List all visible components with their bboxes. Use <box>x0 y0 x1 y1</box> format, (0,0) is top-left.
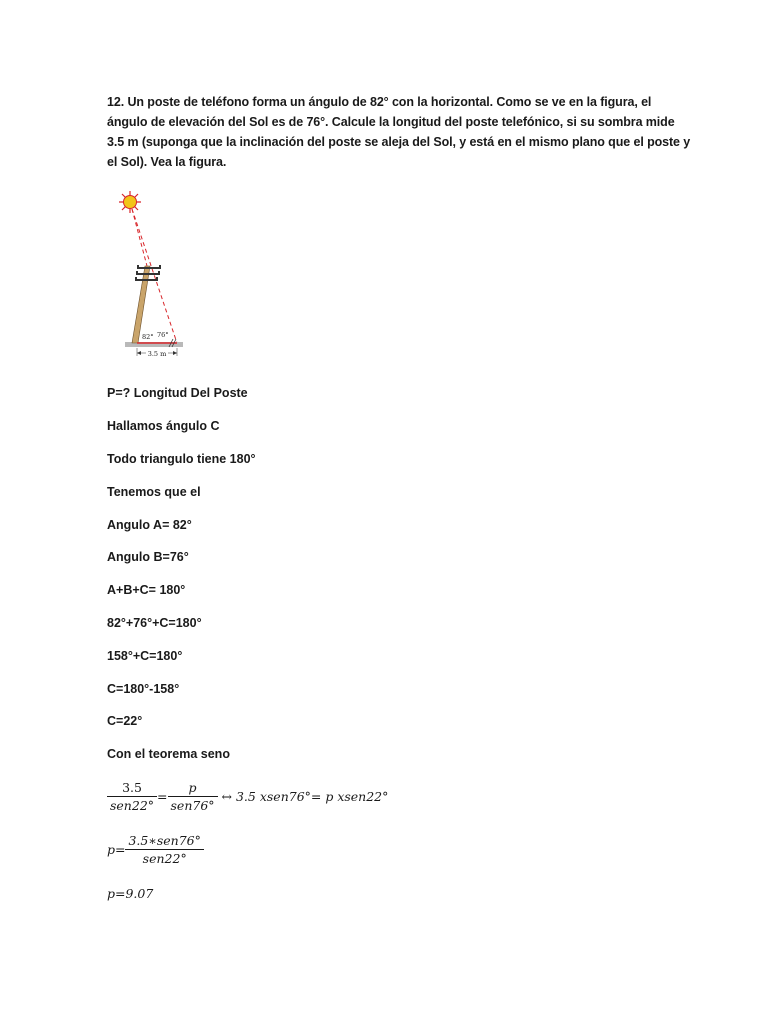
fraction: $\frac{\text{3.5∗sen76°}}{\text{sen22°}}$ <box>125 832 203 867</box>
step-line: 158°+C=180° <box>107 649 183 663</box>
step-line: Angulo B=76° <box>107 550 189 564</box>
step-line: 82°+76°+C=180° <box>107 616 202 630</box>
problem-line: 12. Un poste de teléfono forma un ángulo de 82° con la horizontal. Como se ve en la figura, el <box>107 95 652 109</box>
step-line: Angulo A= 82° <box>107 518 192 532</box>
angle-82-label: 82° <box>142 333 154 341</box>
pole-figure <box>115 188 195 366</box>
fraction: $\frac{p}{\text{sen76°}}$ <box>168 779 218 814</box>
problem-line: el Sol). Vea la figura. <box>107 155 227 169</box>
step-line: C=22° <box>107 714 143 728</box>
problem-statement <box>107 92 691 172</box>
angle-76-label: 76° <box>157 331 169 339</box>
step-line: A+B+C= 180° <box>107 583 186 597</box>
fraction: $\frac{3.5}{\text{sen22°}}$ <box>107 779 157 814</box>
telephone-pole <box>132 266 150 343</box>
problem-line: 3.5 m (suponga que la inclinación del poste se aleja del Sol, y está en el mismo plano que el poste y <box>107 135 691 149</box>
step-line: Todo triangulo tiene 180° <box>107 452 256 466</box>
equation-result: p=9.07 <box>107 886 154 901</box>
shadow-length-label: 3.5 m <box>147 350 167 358</box>
problem-line: ángulo de elevación del Sol es de 76°. Calcule la longitud del poste telefónico, si su sombra mide <box>107 115 675 129</box>
step-line: C=180°-158° <box>107 682 180 696</box>
step-line: Hallamos ángulo C <box>107 419 220 433</box>
sun-ray-line <box>132 209 147 266</box>
equation-solve-p: p= $\frac{\text{3.5∗sen76°}}{\text{sen22°}}$ <box>107 832 204 867</box>
step-line: P=? Longitud Del Poste <box>107 386 248 400</box>
step-line: Con el teorema seno <box>107 747 230 761</box>
equation-sine-law: $\frac{3.5}{\text{sen22°}}$ = $\frac{p}{\text{sen76°}}$ ↔ 3.5 xsen76°= p xsen22° <box>107 779 388 814</box>
sun-icon <box>119 191 141 213</box>
step-line: Tenemos que el <box>107 485 201 499</box>
